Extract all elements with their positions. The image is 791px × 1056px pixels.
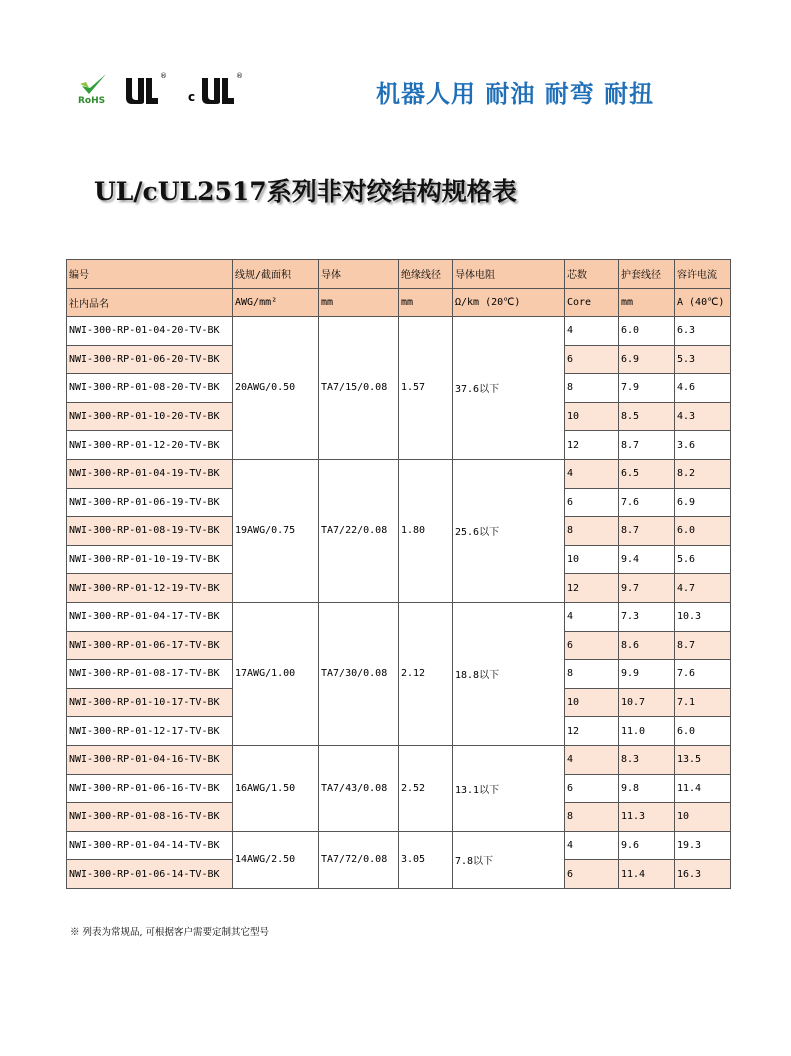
core-cell: 10 [565, 402, 619, 431]
unit-cell: A (40℃) [675, 288, 731, 317]
sheath-cell: 6.5 [619, 459, 675, 488]
table-row [67, 831, 731, 860]
part-number-cell: NWI-300-RP-01-04-17-TV-BK [67, 602, 233, 631]
conductor-cell: TA7/30/0.08 [319, 602, 399, 745]
current-cell: 5.6 [675, 545, 731, 574]
insulation-cell: 1.57 [399, 317, 453, 460]
core-cell: 8 [565, 517, 619, 546]
unit-cell: mm [319, 288, 399, 317]
header-cell: 芯数 [565, 260, 619, 289]
sheath-cell: 8.7 [619, 431, 675, 460]
unit-cell: mm [619, 288, 675, 317]
part-number-cell: NWI-300-RP-01-12-17-TV-BK [67, 717, 233, 746]
current-cell: 6.0 [675, 717, 731, 746]
sheath-cell: 6.9 [619, 345, 675, 374]
current-cell: 6.0 [675, 517, 731, 546]
core-cell: 6 [565, 345, 619, 374]
part-number-cell: NWI-300-RP-01-10-19-TV-BK [67, 545, 233, 574]
footnote: ※ 列表为常规品, 可根据客户需要定制其它型号 [70, 927, 270, 938]
part-number-cell: NWI-300-RP-01-08-19-TV-BK [67, 517, 233, 546]
header-cell: 绝缘线径 [399, 260, 453, 289]
current-cell: 13.5 [675, 745, 731, 774]
gauge-cell: 20AWG/0.50 [233, 317, 319, 460]
table-row [67, 745, 731, 774]
header-row-2 [67, 288, 731, 317]
sheath-cell: 9.7 [619, 574, 675, 603]
page-title: UL/cUL2517系列非对绞结构规格表 [94, 177, 517, 206]
sheath-cell: 7.9 [619, 374, 675, 403]
conductor-cell: TA7/15/0.08 [319, 317, 399, 460]
current-cell: 10.3 [675, 602, 731, 631]
table-row [67, 602, 731, 631]
sheath-cell: 8.5 [619, 402, 675, 431]
sheath-cell: 7.3 [619, 602, 675, 631]
part-number-cell: NWI-300-RP-01-04-20-TV-BK [67, 317, 233, 346]
sheath-cell: 9.8 [619, 774, 675, 803]
sheath-cell: 8.6 [619, 631, 675, 660]
part-number-cell: NWI-300-RP-01-08-16-TV-BK [67, 803, 233, 832]
conductor-cell: TA7/22/0.08 [319, 459, 399, 602]
header-row-1 [67, 260, 731, 289]
insulation-cell: 2.52 [399, 745, 453, 831]
header-cell: 线规/截面积 [233, 260, 319, 289]
current-cell: 8.2 [675, 459, 731, 488]
current-cell: 4.7 [675, 574, 731, 603]
core-cell: 6 [565, 774, 619, 803]
core-cell: 8 [565, 374, 619, 403]
registered-mark-2: ® [236, 72, 243, 80]
core-cell: 8 [565, 660, 619, 689]
gauge-cell: 14AWG/2.50 [233, 831, 319, 888]
current-cell: 3.6 [675, 431, 731, 460]
current-cell: 10 [675, 803, 731, 832]
gauge-cell: 16AWG/1.50 [233, 745, 319, 831]
insulation-cell: 3.05 [399, 831, 453, 888]
sheath-cell: 10.7 [619, 688, 675, 717]
part-number-cell: NWI-300-RP-01-06-19-TV-BK [67, 488, 233, 517]
part-number-cell: NWI-300-RP-01-06-20-TV-BK [67, 345, 233, 374]
resistance-cell: 7.8以下 [453, 831, 565, 888]
resistance-cell: 37.6以下 [453, 317, 565, 460]
part-number-cell: NWI-300-RP-01-06-17-TV-BK [67, 631, 233, 660]
unit-cell: AWG/mm² [233, 288, 319, 317]
core-cell: 6 [565, 488, 619, 517]
resistance-cell: 25.6以下 [453, 459, 565, 602]
part-number-cell: NWI-300-RP-01-12-19-TV-BK [67, 574, 233, 603]
unit-cell: Core [565, 288, 619, 317]
conductor-cell: TA7/43/0.08 [319, 745, 399, 831]
slogan: 机器人用 耐油 耐弯 耐扭 [376, 79, 655, 108]
core-cell: 12 [565, 574, 619, 603]
header-cell: 护套线径 [619, 260, 675, 289]
conductor-cell: TA7/72/0.08 [319, 831, 399, 888]
c-label: c [188, 90, 196, 104]
sheath-cell: 11.0 [619, 717, 675, 746]
current-cell: 11.4 [675, 774, 731, 803]
current-cell: 6.9 [675, 488, 731, 517]
part-number-cell: NWI-300-RP-01-04-14-TV-BK [67, 831, 233, 860]
sheath-cell: 9.4 [619, 545, 675, 574]
rohs-label: RoHS [78, 96, 106, 106]
current-cell: 6.3 [675, 317, 731, 346]
core-cell: 4 [565, 317, 619, 346]
part-number-cell: NWI-300-RP-01-06-14-TV-BK [67, 860, 233, 889]
table-row [67, 317, 731, 346]
core-cell: 6 [565, 860, 619, 889]
insulation-cell: 1.80 [399, 459, 453, 602]
current-cell: 7.6 [675, 660, 731, 689]
table-row [67, 459, 731, 488]
resistance-cell: 18.8以下 [453, 602, 565, 745]
core-cell: 10 [565, 688, 619, 717]
unit-cell: mm [399, 288, 453, 317]
certification-logos [78, 72, 248, 108]
spec-table [66, 259, 731, 889]
resistance-cell: 13.1以下 [453, 745, 565, 831]
insulation-cell: 2.12 [399, 602, 453, 745]
spec-table-body [67, 260, 731, 889]
core-cell: 4 [565, 602, 619, 631]
core-cell: 4 [565, 459, 619, 488]
cul-mark-icon [198, 74, 236, 106]
sheath-cell: 8.3 [619, 745, 675, 774]
sheath-cell: 9.6 [619, 831, 675, 860]
registered-mark: ® [160, 72, 167, 80]
header-cell: 容许电流 [675, 260, 731, 289]
ul-mark-icon [122, 74, 160, 106]
core-cell: 6 [565, 631, 619, 660]
current-cell: 4.3 [675, 402, 731, 431]
part-number-cell: NWI-300-RP-01-10-17-TV-BK [67, 688, 233, 717]
core-cell: 12 [565, 717, 619, 746]
unit-cell: 社内品名 [67, 288, 233, 317]
core-cell: 12 [565, 431, 619, 460]
sheath-cell: 8.7 [619, 517, 675, 546]
sheath-cell: 7.6 [619, 488, 675, 517]
current-cell: 16.3 [675, 860, 731, 889]
core-cell: 8 [565, 803, 619, 832]
current-cell: 19.3 [675, 831, 731, 860]
part-number-cell: NWI-300-RP-01-10-20-TV-BK [67, 402, 233, 431]
part-number-cell: NWI-300-RP-01-12-20-TV-BK [67, 431, 233, 460]
sheath-cell: 11.4 [619, 860, 675, 889]
header-cell: 导体 [319, 260, 399, 289]
core-cell: 4 [565, 831, 619, 860]
sheath-cell: 9.9 [619, 660, 675, 689]
part-number-cell: NWI-300-RP-01-04-19-TV-BK [67, 459, 233, 488]
sheath-cell: 6.0 [619, 317, 675, 346]
core-cell: 4 [565, 745, 619, 774]
sheath-cell: 11.3 [619, 803, 675, 832]
header-cell: 导体电阻 [453, 260, 565, 289]
gauge-cell: 17AWG/1.00 [233, 602, 319, 745]
part-number-cell: NWI-300-RP-01-04-16-TV-BK [67, 745, 233, 774]
part-number-cell: NWI-300-RP-01-08-20-TV-BK [67, 374, 233, 403]
gauge-cell: 19AWG/0.75 [233, 459, 319, 602]
part-number-cell: NWI-300-RP-01-08-17-TV-BK [67, 660, 233, 689]
header-cell: 编号 [67, 260, 233, 289]
current-cell: 8.7 [675, 631, 731, 660]
core-cell: 10 [565, 545, 619, 574]
current-cell: 5.3 [675, 345, 731, 374]
unit-cell: Ω/km (20℃) [453, 288, 565, 317]
current-cell: 4.6 [675, 374, 731, 403]
current-cell: 7.1 [675, 688, 731, 717]
part-number-cell: NWI-300-RP-01-06-16-TV-BK [67, 774, 233, 803]
